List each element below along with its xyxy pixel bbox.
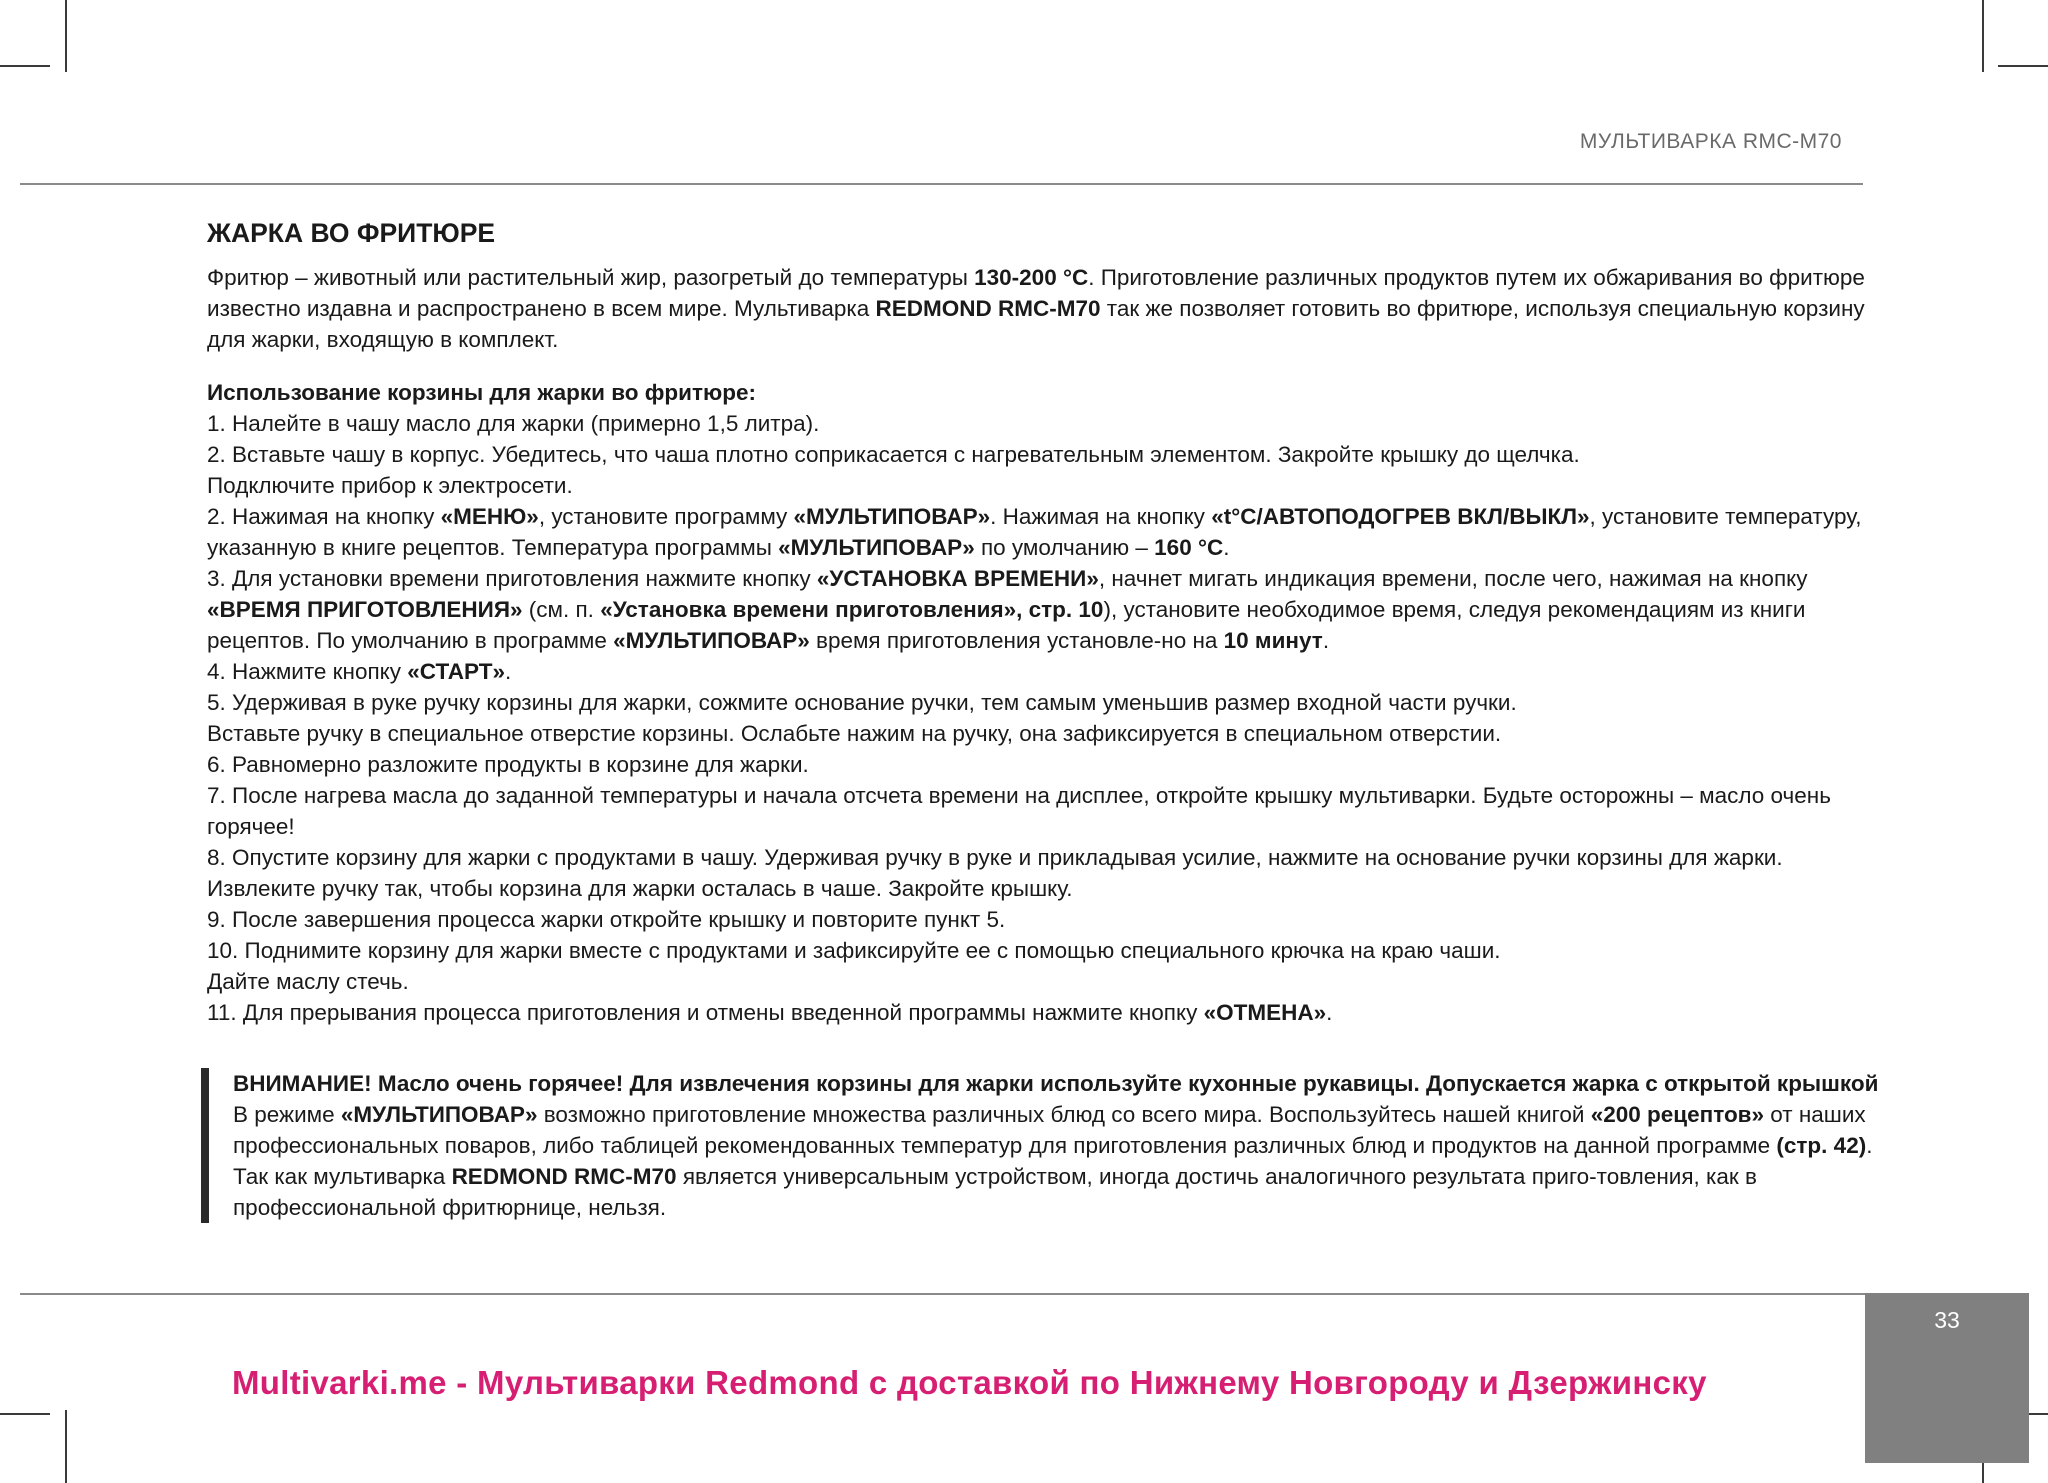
warning-paragraph-1: В режиме «МУЛЬТИПОВАР» возможно приготовление множества различных блюд со всего мира. Воспользуйтесь нашей книгой «200 рецептов» от наших профессиональных поваров, либо таблицей рекомендованных температур для приготовления различных блюд и продуктов на данной программе (стр. 42). — [233, 1102, 1873, 1158]
main-content — [207, 218, 1867, 1028]
crop-mark — [65, 0, 67, 72]
section-title: ЖАРКА ВО ФРИТЮРЕ — [207, 218, 496, 248]
step-5: 4. Нажмите кнопку «СТАРТ». — [207, 659, 512, 684]
step-2: 2. Вставьте чашу в корпус. Убедитесь, что чаша плотно соприкасается с нагревательным элементом. Закройте крышку до щелчка. — [207, 442, 1580, 467]
header-model: МУЛЬТИВАРКА RMC-M70 — [1579, 130, 1842, 153]
crop-mark — [0, 65, 50, 67]
step-12: 11. Для прерывания процесса приготовления и отмены введенной программы нажмите кнопку «ОТМЕНА». — [207, 1000, 1333, 1025]
step-9: 8. Опустите корзину для жарки с продуктами в чашу. Удерживая ручку в руке и прикладывая усилие, нажмите на основание ручки корзины для жарки. Извлеките ручку так, чтобы корзина для жарки осталась в чаше. Закройте крышку. — [207, 845, 1783, 901]
step-11: 10. Поднимите корзину для жарки вместе с продуктами и зафиксируйте ее с помощью специального крючка на краю чаши. — [207, 938, 1501, 963]
step-2-cont: Подключите прибор к электросети. — [207, 473, 573, 498]
crop-mark — [0, 1413, 50, 1415]
intro-paragraph: Фритюр – животный или растительный жир, разогретый до температуры 130-200 °C. Приготовление различных продуктов путем их обжаривания во фритюре известно издавна и распространено в всем мире. Мультиварка REDMOND RMC-M70 так же позволяет готовить во фритюре, используя специальную корзину для жарки, входящую в комплект. — [207, 265, 1865, 352]
step-4: 3. Для установки времени приготовления нажмите кнопку «УСТАНОВКА ВРЕМЕНИ», начнет мигать индикация времени, после чего, нажимая на кнопку «ВРЕМЯ ПРИГОТОВЛЕНИЯ» (см. п. «Установка времени приготовления», стр. 10), установите необходимое время, следуя рекомендациям из книги рецептов. По умолчанию в программе «МУЛЬТИПОВАР» время приготовления установле-но на 10 минут. — [207, 566, 1808, 653]
crop-mark — [1982, 0, 1984, 72]
step-11-cont: Дайте маслу стечь. — [207, 969, 409, 994]
usage-heading: Использование корзины для жарки во фритюре: — [207, 380, 756, 405]
step-10: 9. После завершения процесса жарки откройте крышку и повторите пункт 5. — [207, 907, 1006, 932]
step-7: 6. Равномерно разложите продукты в корзине для жарки. — [207, 752, 809, 777]
footer-rule — [20, 1293, 1865, 1295]
page-number-box — [1865, 1293, 2029, 1463]
step-8: 7. После нагрева масла до заданной температуры и начала отсчета времени на дисплее, откройте крышку мультиварки. Будьте осторожны – масло очень горячее! — [207, 783, 1831, 839]
page-number: 33 — [1934, 1307, 1960, 1333]
step-6-cont: Вставьте ручку в специальное отверстие корзины. Ослабьте нажим на ручку, она зафиксируется в специальном отверстии. — [207, 721, 1502, 746]
warning-heading: ВНИМАНИЕ! Масло очень горячее! Для извлечения корзины для жарки используйте кухонные рукавицы. Допускается жарка с открытой крышкой — [233, 1071, 1879, 1096]
step-6: 5. Удерживая в руке ручку корзины для жарки, сожмите основание ручки, тем самым уменьшив размер входной части ручки. — [207, 690, 1517, 715]
warning-block — [201, 1068, 1903, 1223]
crop-mark — [1998, 65, 2048, 67]
step-3: 2. Нажимая на кнопку «МЕНЮ», установите программу «МУЛЬТИПОВАР». Нажимая на кнопку «t°C/АВТОПОДОГРЕВ ВКЛ/ВЫКЛ», установите температуру, указанную в книге рецептов. Температура программы «МУЛЬТИПОВАР» по умолчанию – 160 °C. — [207, 504, 1862, 560]
header-rule — [20, 183, 1863, 185]
footer-promo-link[interactable]: Multivarki.me - Мультиварки Redmond с доставкой по Нижнему Новгороду и Дзержинску — [232, 1364, 1707, 1401]
warning-paragraph-2: Так как мультиварка REDMOND RMC-M70 является универсальным устройством, иногда достичь аналогичного результата приго-товления, как в профессиональной фритюрнице, нельзя. — [233, 1164, 1757, 1220]
step-1: 1. Налейте в чашу масло для жарки (примерно 1,5 литра). — [207, 411, 820, 436]
crop-mark — [65, 1410, 67, 1483]
